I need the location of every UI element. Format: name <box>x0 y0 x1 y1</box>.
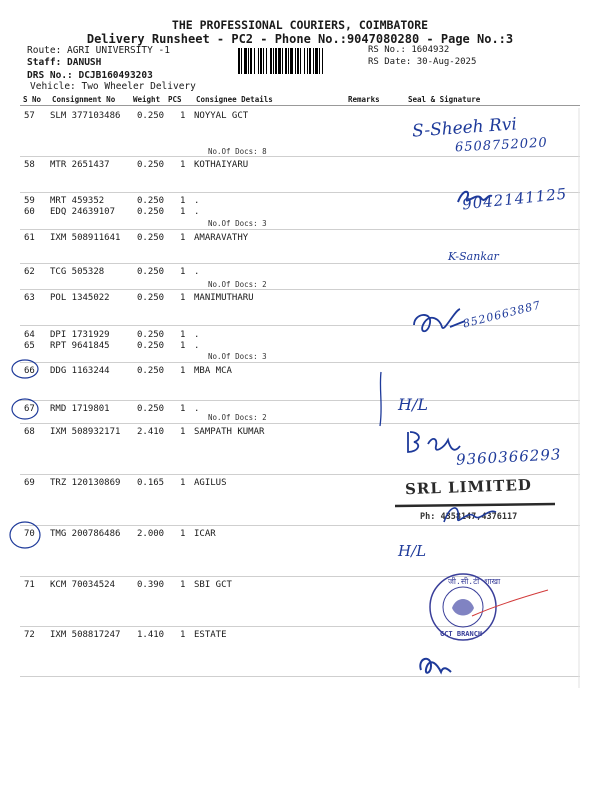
row-pcs: 1 <box>180 233 186 243</box>
row-weight: 2.000 <box>137 529 165 539</box>
row-serial-no: 72 <box>24 630 35 640</box>
phone-68: 9360366293 <box>455 445 562 469</box>
row-weight: 0.250 <box>137 330 165 340</box>
row-pcs: 1 <box>180 160 186 170</box>
row-consignee: . <box>194 196 200 206</box>
row-consignee: . <box>194 207 200 217</box>
circle-mark-70 <box>8 520 42 554</box>
row-consignee: SAMPATH KUMAR <box>194 427 265 437</box>
row-divider <box>20 156 580 157</box>
row-serial-no: 66 <box>24 366 35 376</box>
barcode-bar <box>323 48 325 74</box>
row-weight: 0.250 <box>137 111 165 121</box>
row-weight: 0.250 <box>137 267 165 277</box>
row-serial-no: 70 <box>24 529 35 539</box>
row-pcs: 1 <box>180 630 186 640</box>
row-serial-no: 57 <box>24 111 35 121</box>
signature-70: H/L <box>398 542 427 560</box>
circle-mark-67 <box>10 397 40 425</box>
row-consignee: NOYYAL GCT <box>194 111 249 121</box>
row-weight: 0.250 <box>137 341 165 351</box>
phone-63: 8520663887 <box>461 298 543 331</box>
row-pcs: 1 <box>180 207 186 217</box>
row-consignee: MANIMUTHARU <box>194 293 254 303</box>
row-weight: 0.165 <box>137 478 165 488</box>
barcode <box>238 48 364 74</box>
row-docs-count: No.Of Docs: 2 <box>208 413 267 422</box>
row-consignment-no: MTR 2651437 <box>50 160 110 170</box>
row-consignment-no: TRZ 120130869 <box>50 478 121 488</box>
row-weight: 0.250 <box>137 293 165 303</box>
row-serial-no: 71 <box>24 580 35 590</box>
row-docs-count: No.Of Docs: 2 <box>208 280 267 289</box>
row-serial-no: 68 <box>24 427 35 437</box>
row-docs-count: No.Of Docs: 8 <box>208 147 267 156</box>
row-pcs: 1 <box>180 427 186 437</box>
row-consignment-no: KCM 70034524 <box>50 580 116 590</box>
row-consignment-no: RMD 1719801 <box>50 404 110 414</box>
rs-date: RS Date: 30-Aug-2025 <box>368 57 477 67</box>
row-pcs: 1 <box>180 111 186 121</box>
row-consignee: MBA MCA <box>194 366 232 376</box>
col-weight: Weight <box>133 95 161 104</box>
staff-label: Staff: DANUSH <box>27 57 102 68</box>
row-consignee: AGILUS <box>194 478 227 488</box>
row-divider <box>20 263 580 264</box>
row-pcs: 1 <box>180 267 186 277</box>
signature-67: H/L <box>398 395 428 414</box>
page-edge-line <box>578 108 582 692</box>
row-weight: 2.410 <box>137 427 165 437</box>
row-serial-no: 63 <box>24 293 35 303</box>
row-consignee: . <box>194 341 200 351</box>
col-seal-signature: Seal & Signature <box>408 95 481 104</box>
col-remarks: Remarks <box>348 95 380 104</box>
row-consignment-no: SLM 377103486 <box>50 111 121 121</box>
row-consignment-no: IXM 508932171 <box>50 427 121 437</box>
row-pcs: 1 <box>180 529 186 539</box>
row-consignee: SBI GCT <box>194 580 232 590</box>
signature-57: S-Sheeh Rvi <box>411 114 518 142</box>
rs-number: RS No.: 1604932 <box>368 45 450 55</box>
gct-stamp-top-text: जी.सी.टी शाखा <box>448 577 501 586</box>
row-serial-no: 64 <box>24 330 35 340</box>
row-pcs: 1 <box>180 366 186 376</box>
route-label: Route: AGRI UNIVERSITY -1 <box>27 45 170 56</box>
row-serial-no: 61 <box>24 233 35 243</box>
srl-signature-scribble <box>440 500 500 534</box>
row-consignment-no: MRT 459352 <box>50 196 105 206</box>
phone-57: 6508752020 <box>454 135 549 156</box>
row-divider <box>20 362 580 363</box>
col-pcs: PCS <box>168 95 182 104</box>
row-pcs: 1 <box>180 580 186 590</box>
row-pcs: 1 <box>180 293 186 303</box>
row-serial-no: 60 <box>24 207 35 217</box>
row-divider <box>20 400 580 401</box>
row-consignment-no: DPI 1731929 <box>50 330 110 340</box>
row-docs-count: No.Of Docs: 3 <box>208 219 267 228</box>
row-divider <box>20 676 580 677</box>
drs-number: DRS No.: DCJB160493203 <box>27 70 153 81</box>
row-consignee: . <box>194 267 200 277</box>
row-consignment-no: RPT 9641845 <box>50 341 110 351</box>
signature-line-66 <box>375 370 387 434</box>
row-consignee: . <box>194 404 200 414</box>
row-pcs: 1 <box>180 330 186 340</box>
row-serial-no: 59 <box>24 196 35 206</box>
row-pcs: 1 <box>180 196 186 206</box>
gct-stamp-bottom-text: GCT BRANCH <box>440 630 483 638</box>
row-consignee: . <box>194 330 200 340</box>
row-pcs: 1 <box>180 478 186 488</box>
row-consignment-no: TCG 505328 <box>50 267 105 277</box>
row-serial-no: 62 <box>24 267 35 277</box>
row-divider <box>20 423 580 424</box>
row-consignment-no: DDG 1163244 <box>50 366 110 376</box>
phone-60: 9042141125 <box>461 184 569 214</box>
col-consignee: Consignee Details <box>196 95 273 104</box>
row-consignment-no: POL 1345022 <box>50 293 110 303</box>
circle-mark-66 <box>10 358 40 384</box>
row-consignee: ESTATE <box>194 630 227 640</box>
runsheet-subtitle: Delivery Runsheet - PC2 - Phone No.:9047080280 - Page No.:3 <box>86 32 514 46</box>
row-consignment-no: IXM 508911641 <box>50 233 121 243</box>
signature-scribble-63 <box>410 305 470 343</box>
row-consignee: KOTHAIYARU <box>194 160 249 170</box>
col-sno: S No <box>23 95 42 104</box>
srl-stamp-name: SRL LIMITED <box>404 475 533 499</box>
row-divider <box>20 325 580 326</box>
row-consignee: ICAR <box>194 529 216 539</box>
row-consignment-no: EDQ 24639107 <box>50 207 116 217</box>
red-pen-stroke <box>470 588 550 622</box>
row-weight: 0.250 <box>137 196 165 206</box>
row-consignment-no: TMG 200786486 <box>50 529 121 539</box>
row-weight: 0.250 <box>137 207 165 217</box>
vehicle-label: Vehicle: Two Wheeler Delivery <box>30 81 196 92</box>
signature-61: K-Sankar <box>448 250 499 263</box>
row-weight: 0.250 <box>137 160 165 170</box>
row-consignment-no: IXM 508817247 <box>50 630 121 640</box>
row-serial-no: 67 <box>24 404 35 414</box>
row-consignee: AMARAVATHY <box>194 233 249 243</box>
row-pcs: 1 <box>180 404 186 414</box>
row-pcs: 1 <box>180 341 186 351</box>
row-serial-no: 58 <box>24 160 35 170</box>
row-weight: 1.410 <box>137 630 165 640</box>
row-serial-no: 65 <box>24 341 35 351</box>
row-serial-no: 69 <box>24 478 35 488</box>
row-divider <box>20 474 580 475</box>
signature-scribble-72 <box>415 650 455 684</box>
row-docs-count: No.Of Docs: 3 <box>208 352 267 361</box>
company-title: THE PROFESSIONAL COURIERS, COIMBATORE <box>171 18 429 32</box>
row-weight: 0.390 <box>137 580 165 590</box>
row-divider <box>20 229 580 230</box>
row-weight: 0.250 <box>137 233 165 243</box>
row-weight: 0.250 <box>137 404 165 414</box>
srl-stamp-phone: Ph: 4358147,4376117 <box>420 512 518 522</box>
row-weight: 0.250 <box>137 366 165 376</box>
row-divider <box>20 289 580 290</box>
col-consignment: Consignment No <box>52 95 116 104</box>
